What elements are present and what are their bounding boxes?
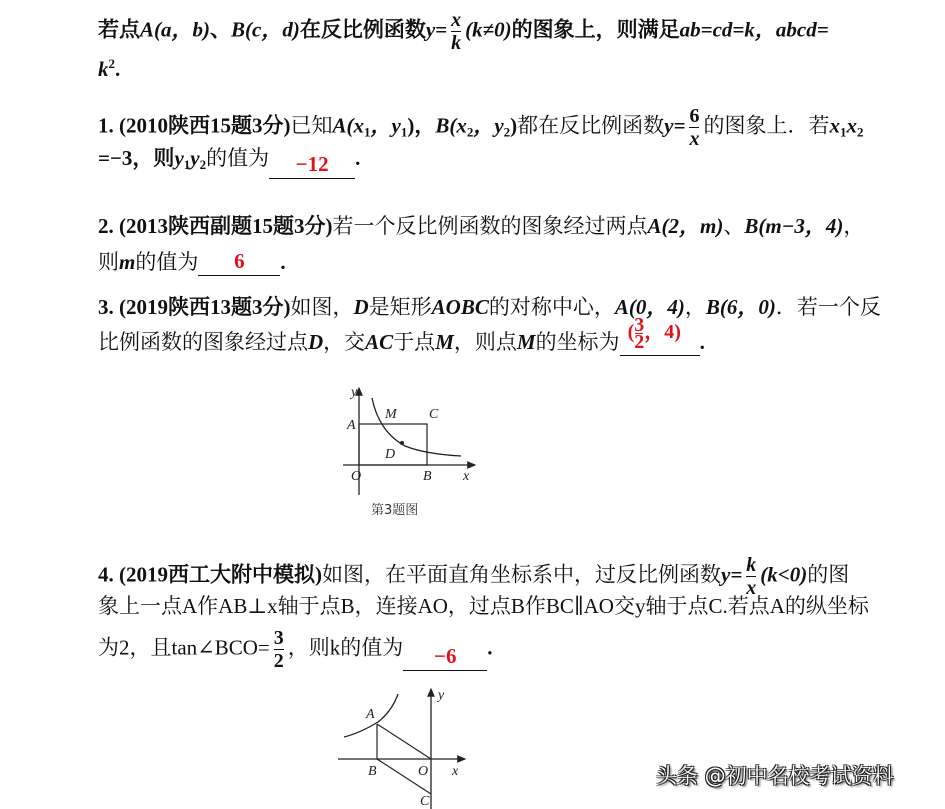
question-source: (2019陕西13题3分) xyxy=(119,295,291,319)
point-a: A(a，b) xyxy=(140,17,210,42)
point-b-mid: ，y xyxy=(473,113,504,138)
point-d: D xyxy=(308,330,324,354)
question-2-line-1 xyxy=(98,212,864,240)
question-1-line-2 xyxy=(98,144,360,179)
point-b: B(c，d) xyxy=(231,17,300,42)
point-b: B(m−3，4) xyxy=(744,214,844,238)
segment-ac: AC xyxy=(365,330,394,354)
question-3-line-2 xyxy=(98,314,705,356)
subscript: 2 xyxy=(466,124,474,140)
function-lhs: y= xyxy=(721,562,743,587)
intro-line-1 xyxy=(98,10,829,53)
period: . xyxy=(699,330,705,354)
label-a: A xyxy=(347,418,356,433)
relation: ab=cd=k，abcd= xyxy=(679,17,829,42)
point-d: D xyxy=(353,295,369,319)
period: . xyxy=(280,250,286,274)
answer-value: −6 xyxy=(434,644,457,668)
question-text: 已知 xyxy=(290,113,333,138)
period: . xyxy=(487,635,493,660)
subscript: 1 xyxy=(400,124,408,140)
label-x: x xyxy=(452,764,459,779)
question-text: 的坐标为 xyxy=(535,330,620,354)
point-m: M xyxy=(435,330,454,354)
question-4-line-3 xyxy=(98,628,493,671)
intro-text: 的图象上，则满足 xyxy=(511,17,680,42)
label-o: O xyxy=(418,764,429,779)
fraction-denominator: x xyxy=(746,577,757,599)
point-a: A(x xyxy=(332,113,364,138)
question-source: (2010陕西15题3分) xyxy=(119,113,291,138)
question-3-line-1 xyxy=(98,293,881,321)
figure-3-diagram xyxy=(335,380,485,495)
subscript: 1 xyxy=(839,124,847,140)
label-c: C xyxy=(420,794,430,809)
fraction-numerator: x xyxy=(451,9,462,31)
question-text: 是矩形 xyxy=(368,295,432,319)
question-text: 则 xyxy=(98,250,119,274)
function-lhs: y= xyxy=(664,113,686,138)
intro-line-2 xyxy=(98,50,120,83)
label-y: y xyxy=(438,688,445,703)
point-a: A(2，m) xyxy=(647,214,724,238)
question-text: 的图象上．若 xyxy=(703,113,830,138)
question-source: (2013陕西副题15题3分) xyxy=(119,214,333,238)
answer-blank xyxy=(198,251,280,276)
label-a: A xyxy=(366,707,375,722)
subscript: 2 xyxy=(503,124,511,140)
question-text: 的对称中心， xyxy=(488,295,615,319)
figure-4-diagram xyxy=(330,685,475,809)
separator: 、 xyxy=(210,17,231,42)
question-text: 若一个反比例函数的图象经过两点 xyxy=(332,214,648,238)
point-b: B(x xyxy=(435,113,467,138)
fraction-denominator: k xyxy=(451,32,462,54)
fraction-numerator: 3 xyxy=(634,314,645,336)
label-b: B xyxy=(423,469,432,484)
watermark: 头条 @初中名校考试资料 xyxy=(656,764,894,788)
segment-ao xyxy=(377,724,431,759)
fraction-3-over-2 xyxy=(274,628,284,671)
question-text: 象上一点A作AB⊥x轴于点B，连接AO，过点B作BC∥AO交y轴于点C.若点A的纵坐标 xyxy=(98,594,869,618)
fraction-x-over-k xyxy=(451,10,461,53)
subscript: 2 xyxy=(199,157,207,172)
label-y: y xyxy=(351,385,358,400)
fraction-6-over-x xyxy=(689,106,699,149)
fraction-numerator: k xyxy=(746,554,757,576)
question-text: 的值为 xyxy=(135,250,199,274)
separator: 、 xyxy=(723,214,745,238)
question-text: 如图，在平面直角坐标系中，过反比例函数 xyxy=(322,562,721,587)
condition: (k<0) xyxy=(760,562,808,587)
question-text: 都在反比例函数 xyxy=(517,113,665,138)
point-a: A(0，4) xyxy=(614,295,685,319)
question-text: 比例函数的图象经过点 xyxy=(98,330,308,354)
intro-text: 若点 xyxy=(98,17,140,42)
label-o: O xyxy=(351,469,362,484)
question-text: =−3，则 xyxy=(98,146,175,170)
rectangle-aobc: AOBC xyxy=(431,295,489,319)
point-m: M xyxy=(516,330,536,354)
figure-3-caption: 第3题图 xyxy=(371,503,419,518)
point-a-mid: ，y xyxy=(370,113,401,138)
question-text: 的值为 xyxy=(206,146,270,170)
label-c: C xyxy=(429,407,439,422)
question-text: 于点 xyxy=(393,330,436,354)
subscript: 1 xyxy=(364,124,371,140)
k-var: k xyxy=(98,57,109,81)
var-x: x xyxy=(846,113,857,138)
label-x: x xyxy=(463,469,470,484)
subscript: 2 xyxy=(856,124,864,140)
question-2-line-2 xyxy=(98,248,286,276)
intro-text: 在反比例函数 xyxy=(299,17,426,42)
question-4-line-2 xyxy=(98,592,869,620)
answer-blank xyxy=(403,646,487,671)
point-b-end: ) xyxy=(510,113,518,138)
point-b: B(6，0) xyxy=(705,295,776,319)
question-number: 1. xyxy=(98,113,114,138)
answer-fraction xyxy=(634,314,645,353)
question-number: 2. xyxy=(98,214,114,238)
question-text: 如图， xyxy=(290,295,354,319)
question-text: ，交 xyxy=(323,330,366,354)
question-1-line-1 xyxy=(98,106,863,149)
var-m: m xyxy=(119,250,136,274)
answer-paren: ( xyxy=(627,321,635,344)
question-text: ，则点 xyxy=(453,330,517,354)
answer-blank xyxy=(269,154,355,179)
question-text: ，则k的值为 xyxy=(287,635,404,660)
period: . xyxy=(115,57,121,81)
label-b: B xyxy=(368,764,377,779)
function-lhs: y= xyxy=(425,17,448,42)
label-m: M xyxy=(385,407,397,422)
var-x: x xyxy=(829,113,840,138)
fraction-denominator: 2 xyxy=(273,650,284,672)
answer-value xyxy=(627,314,681,353)
label-d: D xyxy=(385,447,396,462)
question-text: 为2，且tan∠BCO= xyxy=(98,635,270,660)
question-source: (2019西工大附中模拟) xyxy=(119,562,322,587)
answer-value: −12 xyxy=(295,152,329,176)
superscript: 2 xyxy=(108,56,115,71)
answer-blank xyxy=(620,314,700,356)
point-a-end: )， xyxy=(407,113,436,138)
fraction-denominator: x xyxy=(689,128,700,150)
subscript: 1 xyxy=(183,157,191,172)
answer-value: 6 xyxy=(234,249,245,273)
var-y: y xyxy=(190,146,200,170)
question-number: 3. xyxy=(98,295,114,319)
question-number: 4. xyxy=(98,562,114,587)
var-y: y xyxy=(174,146,184,170)
question-text: ．若一个反 xyxy=(775,295,881,319)
period: . xyxy=(355,146,361,170)
answer-rest: ，4) xyxy=(644,321,681,344)
separator: ， xyxy=(684,295,706,319)
fraction-numerator: 6 xyxy=(689,105,700,127)
point-d-dot xyxy=(400,441,404,445)
fraction-denominator: 2 xyxy=(634,331,645,353)
fraction-numerator: 3 xyxy=(273,627,284,649)
condition: (k≠0) xyxy=(465,17,512,42)
question-text: 的图 xyxy=(807,562,850,587)
question-text: ， xyxy=(843,214,865,238)
